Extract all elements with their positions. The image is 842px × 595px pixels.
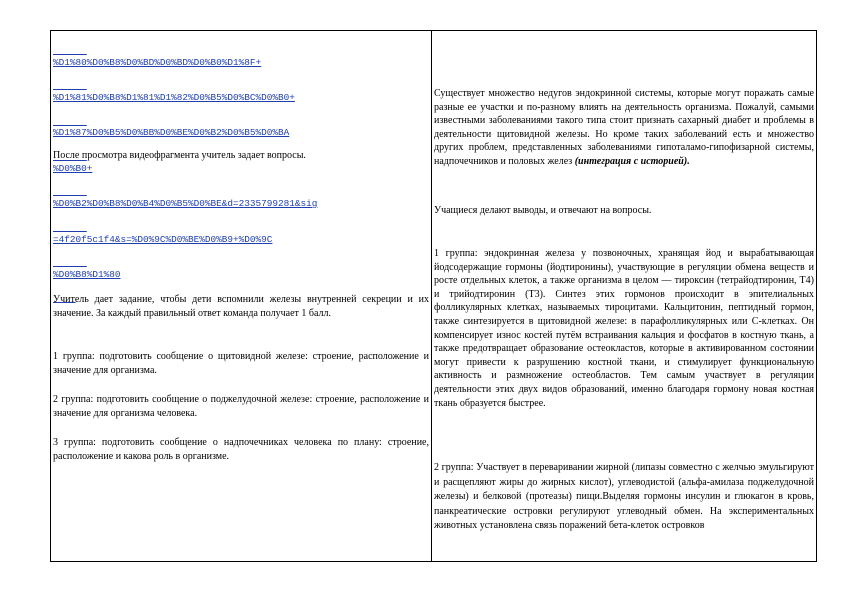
- intro-paragraph: [434, 87, 814, 169]
- right-column: [432, 31, 816, 561]
- group3-task-text: 3 группа: подготовить сообщение о надпочечниках человека по плану: строение, расположение и какова роль в организме.: [53, 437, 429, 462]
- intro-text: Существует множество недугов эндокринной системы, которые могут поражать самые разные ее участки и по-разному влиять на деятельность организма. Пожалуй, самыми известными заболеваниями такого типа стоит признать сахарный диабет и проблемы в деятельности щитовидной железы. Но кроме таких заболеваний есть и множество других проблем, представленных заболеваниями гипоталамо-гипофизарной системы, надпочечников и половых желез: [434, 88, 814, 167]
- group2-answer-text: 2 группа: Участвует в переваривании жирной (липазы совместно с желчью эмульгируют и расщепляют жиры до жирных кислот), углеводистой (альфа-амилаза поджелудочной железы) и белковой (протеазы) пищи.Выделяя гормоны инсулин и глюкагон в кровь, панкреатические островки регулируют углеводный обмен. На экспериментальных животных установлена связь поражений бета-клеток островков: [434, 462, 814, 532]
- link-line[interactable]: =4f20f5c1f4&s=%D0%9C%D0%BE%D0%B9+%D0%9C: [53, 233, 273, 245]
- group2-task-text: 2 группа: подготовить сообщение о поджелудочной железе: строение, расположение и значение для организма человека.: [53, 394, 429, 419]
- video-link[interactable]: [53, 33, 429, 304]
- teacher-task-text: Учитель дает задание, чтобы дети вспомнили железы внутренней секреции и их значение. За каждый правильный ответ команда получает 1 балл.: [53, 294, 429, 319]
- left-column: [51, 31, 432, 561]
- group1-answer-text: 1 группа: эндокринная железа у позвоночных, хранящая йод и вырабатывающая йодсодержащие гормоны (йодтиронины), участвующие в регуляции обмена веществ и росте отдельных клеток, а также организма в целом — тироксин (тетрайодтиронин, T4) и трийодтиронин (T3). Синтез этих гормонов происходит в эпителиальных фолликулярных клетках, называемых тироцитами. Кальцитонин, пептидный гормон, также синтезируется в щитовидной железе: в парафолликулярных или C-клетках. Он компенсирует износ костей путём встраивания кальция и фосфатов в костную ткань, а также предотвращает образование остеокластов, которые в активированном состоянии могут привести к разрушению костной ткани, и стимулирует функциональную активность и размножение остеобластов. Тем самым участвует в регуляции деятельности этих двух видов образований, именно благодаря гормону новая костная ткань образуется быстрее.: [434, 248, 814, 409]
- after-video-text: После просмотра видеофрагмента учитель задает вопросы.: [53, 150, 306, 161]
- conclusion-text: Учащиеся делают выводы, и отвечают на вопросы.: [434, 205, 652, 216]
- content-table: [50, 30, 817, 562]
- link-line[interactable]: %D1%80%D0%B8%D0%BD%D0%BD%D0%B0%D1%8F+: [53, 56, 262, 68]
- group1-task-text: 1 группа: подготовить сообщение о щитовидной железе: строение, расположение и значение для организма.: [53, 351, 429, 376]
- link-line[interactable]: %D1%87%D0%B5%D0%BB%D0%BE%D0%B2%D0%B5%D0%BA: [53, 127, 290, 139]
- link-line[interactable]: %D0%B0+: [53, 162, 93, 174]
- link-line[interactable]: %D0%B2%D0%B8%D0%B4%D0%B5%D0%BE&d=2335799281&sig: [53, 198, 318, 210]
- link-line[interactable]: %D1%81%D0%B8%D1%81%D1%82%D0%B5%D0%BC%D0%B0+: [53, 91, 295, 103]
- intro-emphasis: (интеграция с историей).: [574, 155, 690, 167]
- link-line[interactable]: %D0%B8%D1%80: [53, 268, 121, 280]
